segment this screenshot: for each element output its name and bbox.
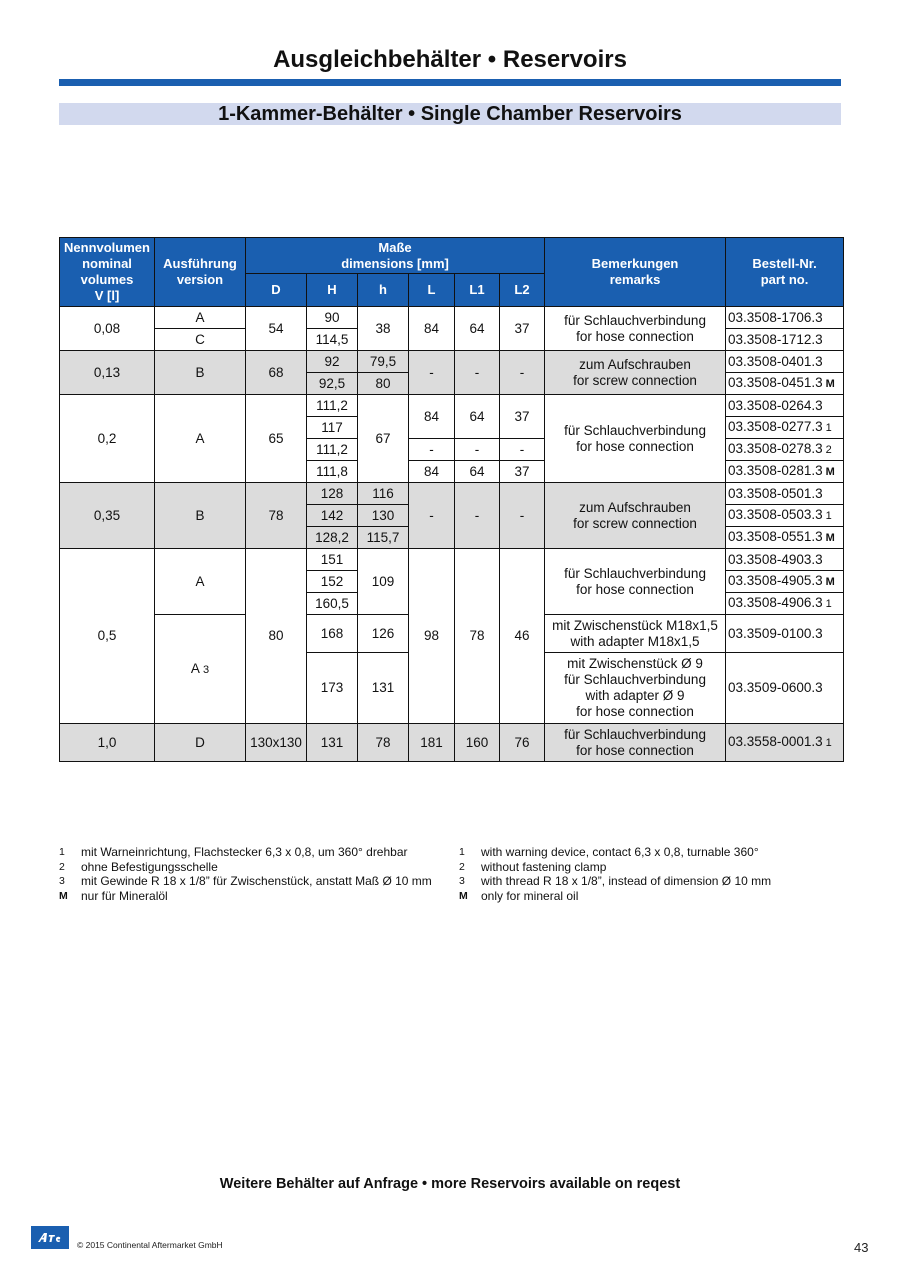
remarks-cell: mit Zwischenstück M18x1,5 with adapter M18x1,5	[545, 615, 726, 653]
footnote: 1 with warning device, contact 6,3 x 0,8, turnable 360°	[459, 845, 759, 859]
dim-L1: 64	[455, 307, 500, 351]
version-cell: A	[155, 549, 246, 615]
dim-H: 151	[307, 549, 358, 571]
part-number: 03.3508-0401.3	[726, 351, 844, 373]
version-cell: B	[155, 483, 246, 549]
dim-D: 68	[246, 351, 307, 395]
header-H: H	[307, 274, 358, 307]
header-dimensions: Maße dimensions [mm]	[246, 238, 545, 274]
dim-H: 111,2	[307, 439, 358, 461]
part-number: 03.3508-4906.3 1	[726, 593, 844, 615]
dim-L1: 160	[455, 724, 500, 762]
version-cell: A	[155, 395, 246, 483]
table-row	[60, 351, 844, 373]
part-number: 03.3508-4905.3 M	[726, 571, 844, 593]
part-number: 03.3508-1712.3	[726, 329, 844, 351]
dim-h: 126	[358, 615, 409, 653]
table-row	[60, 307, 844, 329]
dim-L2: -	[500, 351, 545, 395]
part-number: 03.3508-0264.3	[726, 395, 844, 417]
dim-H: 90	[307, 307, 358, 329]
table-row	[60, 483, 844, 505]
ate-logo-icon	[31, 1226, 69, 1249]
copyright: © 2015 Continental Aftermarket GmbH	[77, 1240, 223, 1250]
footnote: 2 ohne Befestigungsschelle	[59, 859, 218, 874]
dim-h: 38	[358, 307, 409, 351]
footnote: 3 with thread R 18 x 1/8”, instead of dimension Ø 10 mm	[459, 874, 772, 889]
header-L1: L1	[455, 274, 500, 307]
dim-L: -	[409, 439, 455, 461]
part-number: 03.3508-0503.3 1	[726, 505, 844, 527]
header-D: D	[246, 274, 307, 307]
dim-H: 114,5	[307, 329, 358, 351]
dim-L: 84	[409, 461, 455, 483]
dim-h: 130	[358, 505, 409, 527]
dim-H: 128,2	[307, 527, 358, 549]
footnote: 2 without fastening clamp	[459, 859, 607, 874]
footnotes-german	[59, 845, 432, 903]
dim-L1: 78	[455, 549, 500, 724]
remarks-cell: für Schlauchverbindung for hose connection	[545, 307, 726, 351]
volume-cell: 0,2	[60, 395, 155, 483]
dim-h: 115,7	[358, 527, 409, 549]
version-cell: D	[155, 724, 246, 762]
version-cell: B	[155, 351, 246, 395]
dim-D: 78	[246, 483, 307, 549]
table-row	[60, 549, 844, 571]
version-cell: A	[155, 307, 246, 329]
dim-L2: -	[500, 483, 545, 549]
dim-L: 181	[409, 724, 455, 762]
dim-L: -	[409, 483, 455, 549]
dim-H: 173	[307, 653, 358, 724]
dim-L: 84	[409, 395, 455, 439]
more-reservoirs-note: Weitere Behälter auf Anfrage • more Reservoirs available on reqest	[219, 1176, 681, 1192]
dim-h: 67	[358, 395, 409, 483]
footnote: 1 mit Warneinrichtung, Flachstecker 6,3 x 0,8, um 360° drehbar	[59, 845, 408, 859]
dim-D: 65	[246, 395, 307, 483]
reservoir-table	[59, 237, 844, 762]
dim-L2: 46	[500, 549, 545, 724]
version-cell: A 3	[155, 615, 246, 724]
header-version: Ausführung version	[155, 238, 246, 307]
dim-H: 117	[307, 417, 358, 439]
dim-H: 131	[307, 724, 358, 762]
remarks-cell: zum Aufschrauben for screw connection	[545, 483, 726, 549]
remarks-cell: mit Zwischenstück Ø 9 für Schlauchverbindung with adapter Ø 9 for hose connection	[545, 653, 726, 724]
dim-L1: -	[455, 439, 500, 461]
section-subtitle: 1-Kammer-Behälter • Single Chamber Reservoirs	[59, 103, 841, 125]
header-part-no: Bestell-Nr. part no.	[726, 238, 844, 307]
dim-L2: -	[500, 439, 545, 461]
header-L: L	[409, 274, 455, 307]
footnote: 3 mit Gewinde R 18 x 1/8” für Zwischenstück, anstatt Maß Ø 10 mm	[59, 874, 432, 889]
dim-H: 128	[307, 483, 358, 505]
part-number: 03.3508-4903.3	[726, 549, 844, 571]
table-row	[60, 395, 844, 417]
dim-H: 142	[307, 505, 358, 527]
dim-h: 80	[358, 373, 409, 395]
dim-L1: -	[455, 351, 500, 395]
part-number: 03.3508-1706.3	[726, 307, 844, 329]
page-number: 43	[854, 1240, 869, 1255]
part-number: 03.3509-0100.3	[726, 615, 844, 653]
dim-H: 92,5	[307, 373, 358, 395]
dim-H: 111,2	[307, 395, 358, 417]
dim-L1: -	[455, 483, 500, 549]
page-title: Ausgleichbehälter • Reservoirs	[273, 46, 627, 73]
part-number: 03.3508-0281.3 M	[726, 461, 844, 483]
part-number: 03.3508-0278.3 2	[726, 439, 844, 461]
footnote: M only for mineral oil	[459, 888, 579, 903]
part-number: 03.3558-0001.3 1	[726, 724, 844, 762]
dim-L2: 76	[500, 724, 545, 762]
part-number: 03.3509-0600.3	[726, 653, 844, 724]
dim-D: 130x130	[246, 724, 307, 762]
dim-D: 54	[246, 307, 307, 351]
dim-L: 84	[409, 307, 455, 351]
dim-L1: 64	[455, 461, 500, 483]
part-number: 03.3508-0451.3 M	[726, 373, 844, 395]
part-number: 03.3508-0501.3	[726, 483, 844, 505]
footnotes-english	[459, 845, 771, 903]
dim-h: 116	[358, 483, 409, 505]
part-number: 03.3508-0551.3 M	[726, 527, 844, 549]
dim-h: 109	[358, 549, 409, 615]
header-L2: L2	[500, 274, 545, 307]
header-volume: Nennvolumen nominal volumes V [l]	[60, 238, 155, 307]
footnote: M nur für Mineralöl	[59, 888, 168, 903]
volume-cell: 0,13	[60, 351, 155, 395]
remarks-cell: für Schlauchverbindung for hose connection	[545, 724, 726, 762]
dim-h: 131	[358, 653, 409, 724]
ate-logo	[31, 1226, 69, 1249]
dim-L: -	[409, 351, 455, 395]
dim-H: 168	[307, 615, 358, 653]
dim-L2: 37	[500, 395, 545, 439]
version-cell: C	[155, 329, 246, 351]
dim-L: 98	[409, 549, 455, 724]
remarks-cell: für Schlauchverbindung for hose connection	[545, 549, 726, 615]
dim-H: 160,5	[307, 593, 358, 615]
remarks-cell: zum Aufschrauben for screw connection	[545, 351, 726, 395]
dim-h: 79,5	[358, 351, 409, 373]
header-h: h	[358, 274, 409, 307]
title-underline	[59, 79, 841, 86]
header-remarks: Bemerkungen remarks	[545, 238, 726, 307]
dim-H: 152	[307, 571, 358, 593]
volume-cell: 0,5	[60, 549, 155, 724]
dim-h: 78	[358, 724, 409, 762]
dim-L1: 64	[455, 395, 500, 439]
dim-H: 111,8	[307, 461, 358, 483]
dim-L2: 37	[500, 307, 545, 351]
table-row	[60, 724, 844, 762]
volume-cell: 0,35	[60, 483, 155, 549]
volume-cell: 0,08	[60, 307, 155, 351]
dim-D: 80	[246, 549, 307, 724]
part-number: 03.3508-0277.3 1	[726, 417, 844, 439]
dim-H: 92	[307, 351, 358, 373]
dim-L2: 37	[500, 461, 545, 483]
remarks-cell: für Schlauchverbindung for hose connection	[545, 395, 726, 483]
volume-cell: 1,0	[60, 724, 155, 762]
